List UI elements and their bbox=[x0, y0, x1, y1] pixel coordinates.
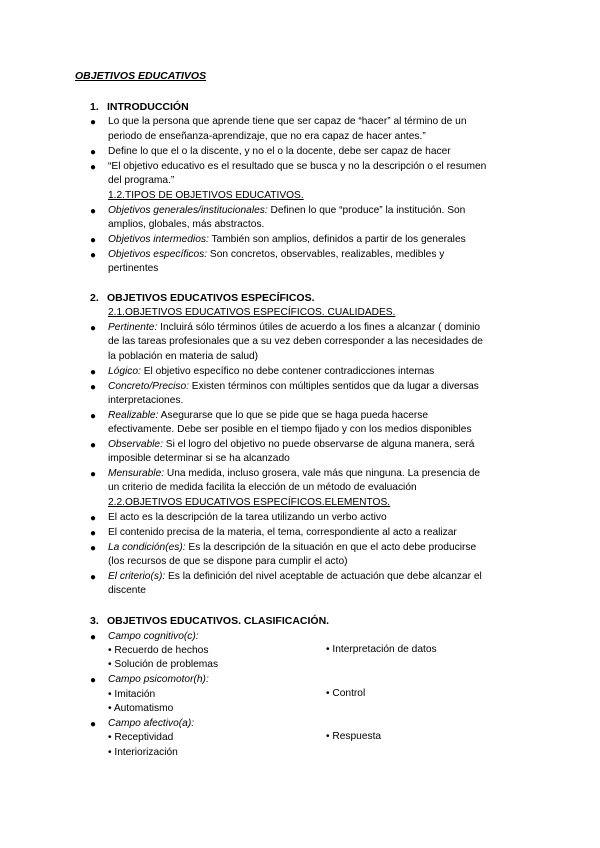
document-title: OBJETIVOS EDUCATIVOS bbox=[75, 70, 207, 82]
bullet-icon: ● bbox=[90, 440, 97, 451]
cognitivo-item-2: • Interpretación de datos bbox=[326, 644, 437, 655]
psicomotor-item-2: • Control bbox=[326, 688, 366, 699]
intro-item-3-line-1: “El objetivo educativo es el resultado que se busca y no la descripción o el resumen bbox=[108, 161, 487, 172]
quality-mensurable-line-2: un criterio de medida facilita la elección de un método de evaluación bbox=[108, 482, 417, 493]
bullet-icon: ● bbox=[90, 235, 97, 246]
psicomotor-item-1: • Imitación bbox=[108, 689, 156, 700]
type-item-2: Objetivos intermedios: También son amplios, definidos a partir de los generales bbox=[108, 234, 466, 245]
quality-pertinente-line-1: Pertinente: Incluirá sólo términos útiles de acuerdo a los fines a alcanzar ( dominio bbox=[108, 322, 481, 333]
section-2-heading: 2. OBJETIVOS EDUCATIVOS ESPECÍFICOS. bbox=[90, 292, 315, 304]
bullet-icon: ● bbox=[90, 469, 97, 480]
element-condicion-line-1: La condición(es): Es la descripción de la situación en que el acto debe producirse bbox=[108, 542, 477, 553]
cognitivo-item-1: • Recuerdo de hechos bbox=[108, 645, 209, 656]
element-condicion-line-2: (los recursos de que se dispone para cumplir el acto) bbox=[108, 556, 348, 567]
bullet-icon: ● bbox=[90, 250, 97, 261]
field-psicomotor: Campo psicomotor(h): bbox=[108, 674, 209, 685]
element-contenido: El contenido precisa de la materia, el tema, correspondiente al acto a realizar bbox=[108, 527, 457, 538]
bullet-icon: ● bbox=[90, 675, 97, 686]
section-1-heading: 1. INTRODUCCIÓN bbox=[90, 101, 189, 113]
intro-item-1-line-1: Lo que la persona que aprende tiene que ser capaz de “hacer” al término de un bbox=[108, 116, 467, 127]
afectivo-item-2: • Respuesta bbox=[326, 731, 382, 742]
quality-concreto-line-2: interpretaciones. bbox=[108, 395, 184, 406]
bullet-icon: ● bbox=[90, 632, 97, 643]
type-item-3-line-2: pertinentes bbox=[108, 263, 159, 274]
element-criterio-line-2: discente bbox=[108, 585, 146, 596]
quality-pertinente-line-2: de las tareas profesionales que a su vez deben corresponder a las necesidades de bbox=[108, 336, 483, 347]
element-acto: El acto es la descripción de la tarea utilizando un verbo activo bbox=[108, 512, 387, 523]
quality-observable-line-1: Observable: Si el logro del objetivo no puede observarse de alguna manera, será bbox=[108, 439, 475, 450]
bullet-icon: ● bbox=[90, 162, 97, 173]
bullet-icon: ● bbox=[90, 513, 97, 524]
quality-logico: Lógico: El objetivo específico no debe contener contradicciones internas bbox=[108, 366, 435, 377]
bullet-icon: ● bbox=[90, 382, 97, 393]
field-cognitivo: Campo cognitivo(c): bbox=[108, 631, 199, 642]
field-afectivo: Campo afectivo(a): bbox=[108, 718, 195, 729]
bullet-icon: ● bbox=[90, 543, 97, 554]
quality-realizable-line-1: Realizable: Asegurarse que lo que se pide que se haga pueda hacerse bbox=[108, 410, 429, 421]
type-item-1-line-2: amplios, globales, más abstractos. bbox=[108, 219, 265, 230]
quality-observable-line-2: imposible determinar si se ha alcanzado bbox=[108, 453, 290, 464]
bullet-icon: ● bbox=[90, 719, 97, 730]
bullet-icon: ● bbox=[90, 411, 97, 422]
type-item-1-line-1: Objetivos generales/institucionales: Definen lo que “produce” la institución. Son bbox=[108, 205, 466, 216]
psicomotor-item-3: • Automatismo bbox=[108, 703, 174, 714]
afectivo-item-3: • Interiorización bbox=[108, 747, 178, 758]
quality-mensurable-line-1: Mensurable: Una medida, incluso grosera, vale más que ninguna. La presencia de bbox=[108, 468, 481, 479]
bullet-icon: ● bbox=[90, 323, 97, 334]
afectivo-item-1: • Receptividad bbox=[108, 732, 174, 743]
bullet-icon: ● bbox=[90, 528, 97, 539]
intro-item-1-line-2: periodo de enseñanza-aprendizaje, que no era capaz de hacer antes.” bbox=[108, 131, 426, 142]
bullet-icon: ● bbox=[90, 117, 97, 128]
subheading-2-2: 2.2.OBJETIVOS EDUCATIVOS ESPECÍFICOS.ELEMENTOS. bbox=[108, 497, 391, 508]
element-criterio-line-1: El criterio(s): Es la definición del nivel aceptable de actuación que debe alcanzar el bbox=[108, 571, 482, 582]
intro-item-3-line-2: del programa.” bbox=[108, 175, 175, 186]
bullet-icon: ● bbox=[90, 206, 97, 217]
bullet-icon: ● bbox=[90, 147, 97, 158]
quality-pertinente-line-3: la población en materia de salud) bbox=[108, 351, 259, 362]
subheading-1-2: 1.2.TIPOS DE OBJETIVOS EDUCATIVOS. bbox=[108, 190, 304, 201]
cognitivo-item-3: • Solución de problemas bbox=[108, 659, 219, 670]
quality-concreto-line-1: Concreto/Preciso: Existen términos con múltiples sentidos que da lugar a diversas bbox=[108, 381, 479, 392]
bullet-icon: ● bbox=[90, 572, 97, 583]
type-item-3-line-1: Objetivos específicos: Son concretos, observables, realizables, medibles y bbox=[108, 249, 445, 260]
intro-item-2: Define lo que el o la discente, y no el o la docente, debe ser capaz de hacer bbox=[108, 146, 451, 157]
bullet-icon: ● bbox=[90, 367, 97, 378]
quality-realizable-line-2: efectivamente. Debe ser posible en el tiempo fijado y con los medios disponibles bbox=[108, 424, 472, 435]
section-3-heading: 3. OBJETIVOS EDUCATIVOS. CLASIFICACIÓN. bbox=[90, 615, 330, 627]
subheading-2-1: 2.1.OBJETIVOS EDUCATIVOS ESPECÍFICOS. CUALIDADES. bbox=[108, 307, 396, 318]
